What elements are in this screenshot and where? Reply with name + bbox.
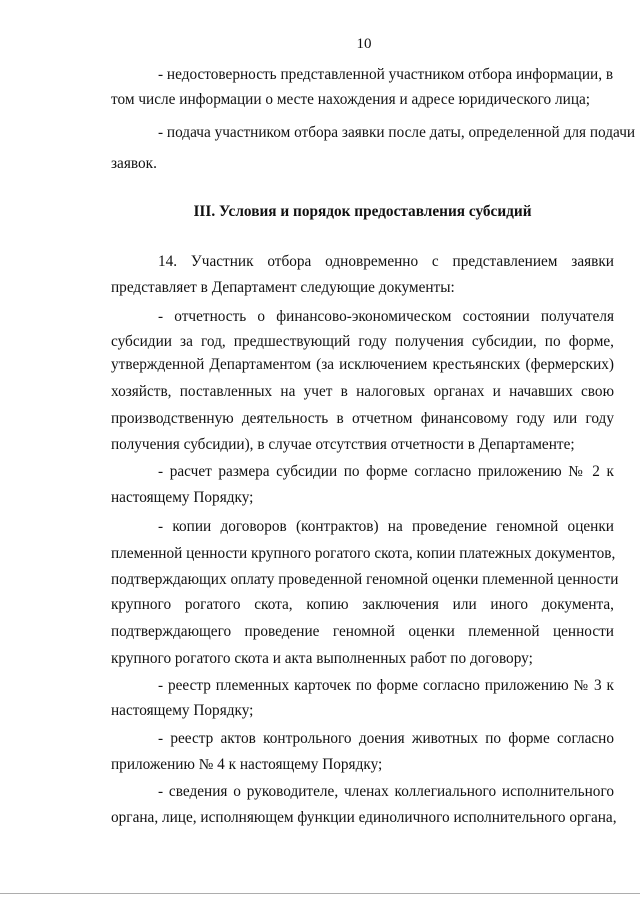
text-line: настоящему Порядку; <box>111 489 254 506</box>
text-line: заявок. <box>111 155 157 172</box>
text-line: - реестр актов контрольного доения животных по форме согласно <box>158 730 614 747</box>
text-line: - отчетность о финансово-экономическом состоянии получателя <box>158 308 614 325</box>
section-heading: III. Условия и порядок предоставления субсидий <box>193 203 532 220</box>
page-number: 10 <box>356 36 372 52</box>
text-line: племенной ценности крупного рогатого скота, копии платежных документов, <box>111 545 616 562</box>
text-line: получения субсидии), в случае отсутствия отчетности в Департаменте; <box>111 436 575 453</box>
text-line: подтверждающего проведение геномной оценки племенной ценности <box>111 623 614 640</box>
text-line: представляет в Департамент следующие документы: <box>111 279 455 296</box>
footer-rule <box>0 893 640 894</box>
text-line: производственную деятельность в отчетном финансовому году или году <box>111 410 614 427</box>
text-line: приложению № 4 к настоящему Порядку; <box>111 756 383 773</box>
text-line: - реестр племенных карточек по форме согласно приложению № 3 к <box>158 677 614 694</box>
text-line: органа, лице, исполняющем функции единоличного исполнительного органа, <box>111 809 617 826</box>
text-line: - недостоверность представленной участником отбора информации, в <box>158 66 614 83</box>
text-line: - копии договоров (контрактов) на проведение геномной оценки <box>158 518 614 535</box>
text-line: субсидии за год, предшествующий году получения субсидии, по форме, <box>111 333 614 350</box>
text-line: хозяйств, поставленных на учет в налоговых органах и начавших свою <box>111 383 614 400</box>
text-line: - сведения о руководителе, членах коллегиального исполнительного <box>158 783 614 800</box>
text-line: - подача участником отбора заявки после даты, определенной для подачи <box>158 124 636 141</box>
text-line: крупного рогатого скота и акта выполненных работ по договору; <box>111 650 533 667</box>
text-line: настоящему Порядку; <box>111 702 254 719</box>
text-line: утвержденной Департаментом (за исключением крестьянских (фермерских) <box>111 356 614 373</box>
text-line: 14. Участник отбора одновременно с представлением заявки <box>158 253 614 270</box>
text-line: том числе информации о месте нахождения и адресе юридического лица; <box>111 91 591 108</box>
text-line: - расчет размера субсидии по форме согласно приложению № 2 к <box>158 463 614 480</box>
text-line: подтверждающих оплату проведенной геномной оценки племенной ценности <box>111 571 619 588</box>
text-line: крупного рогатого скота, копию заключения или иного документа, <box>111 596 614 613</box>
